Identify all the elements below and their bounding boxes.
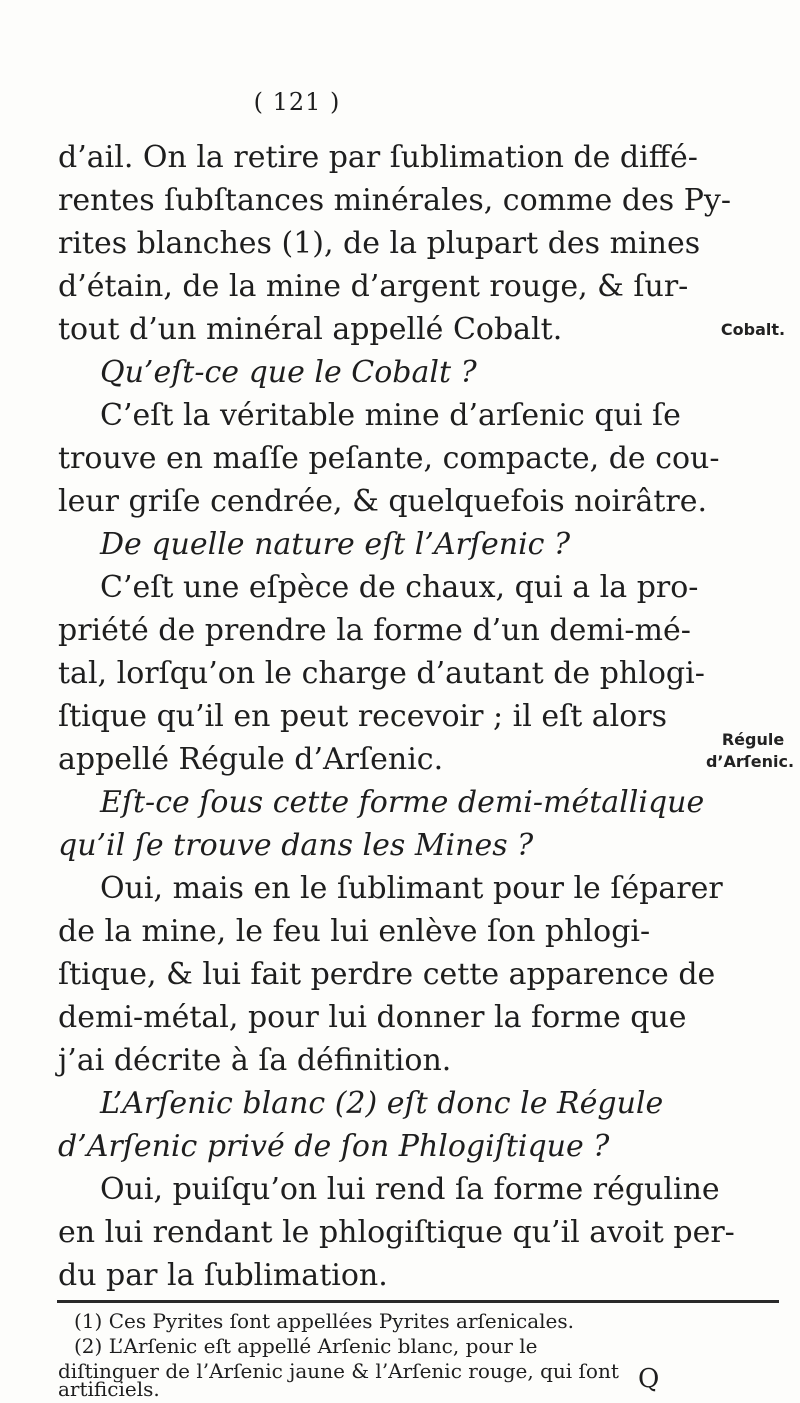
text-line: trouve en maſſe peſante, compacte, de cou- bbox=[58, 441, 720, 476]
page-number: ( 121 ) bbox=[253, 88, 341, 116]
text-line: de la mine, le feu lui enlève ſon phlogi- bbox=[58, 914, 651, 949]
text-line: C’eſt une eſpèce de chaux, qui a la pro- bbox=[100, 570, 699, 605]
text-line: d’ail. On la retire par ſublimation de diffé- bbox=[58, 140, 698, 175]
margin-note-arsenic: d’Arſenic. bbox=[705, 752, 795, 771]
text-line: d’étain, de la mine d’argent rouge, & ſur- bbox=[58, 269, 689, 304]
question-line: L’Arſenic blanc (2) eſt donc le Régule bbox=[100, 1086, 664, 1121]
footnote-1: (1) Ces Pyrites ſont appellées Pyrites arſenicales. bbox=[74, 1309, 575, 1333]
text-line: Oui, puiſqu’on lui rend ſa forme réguline bbox=[100, 1172, 720, 1207]
footnote-2-cont: diſtinguer de l’Arſenic jaune & l’Arſenic rouge, qui ſont bbox=[58, 1359, 619, 1383]
question-line: Eſt-ce ſous cette forme demi-métallique bbox=[100, 785, 705, 820]
question-line: qu’il ſe trouve dans les Mines ? bbox=[58, 828, 534, 863]
text-line: Oui, mais en le ſublimant pour le ſéparer bbox=[100, 871, 723, 906]
text-line: leur griſe cendrée, & quelquefois noirâtre. bbox=[58, 484, 708, 519]
text-line: rites blanches (1), de la plupart des mines bbox=[58, 226, 701, 261]
text-line: C’eſt la véritable mine d’arſenic qui ſe bbox=[100, 398, 681, 433]
question-line: d’Arſenic privé de ſon Phlogiſtique ? bbox=[58, 1129, 610, 1164]
text-line: priété de prendre la forme d’un demi-mé- bbox=[58, 613, 691, 648]
footnote-2-end: artificiels. bbox=[58, 1377, 160, 1401]
text-line: du par la ſublimation. bbox=[58, 1258, 388, 1293]
margin-note-cobalt: Cobalt. bbox=[720, 320, 786, 339]
footnote-rule bbox=[57, 1300, 779, 1303]
question-line: Qu’eſt-ce que le Cobalt ? bbox=[100, 355, 477, 390]
text-line: en lui rendant le phlogiſtique qu’il avoit per- bbox=[58, 1215, 735, 1250]
text-line: tal, lorſqu’on le charge d’autant de phlogi- bbox=[58, 656, 705, 691]
margin-note-regule: Régule bbox=[721, 730, 785, 749]
question-line: De quelle nature eſt l’Arſenic ? bbox=[100, 527, 571, 562]
text-line: ſtique qu’il en peut recevoir ; il eſt alors bbox=[58, 699, 668, 734]
text-line: tout d’un minéral appellé Cobalt. bbox=[58, 312, 563, 347]
text-line: appellé Régule d’Arſenic. bbox=[58, 742, 444, 777]
text-line: ſtique, & lui fait perdre cette apparence de bbox=[58, 957, 716, 992]
text-line: j’ai décrite à ſa définition. bbox=[58, 1043, 452, 1078]
signature-mark: Q bbox=[638, 1364, 660, 1394]
text-line: demi-métal, pour lui donner la forme que bbox=[58, 1000, 687, 1035]
text-line: rentes ſubſtances minérales, comme des Py- bbox=[58, 183, 732, 218]
footnote-2: (2) L’Arſenic eſt appellé Arſenic blanc, pour le bbox=[74, 1334, 538, 1358]
